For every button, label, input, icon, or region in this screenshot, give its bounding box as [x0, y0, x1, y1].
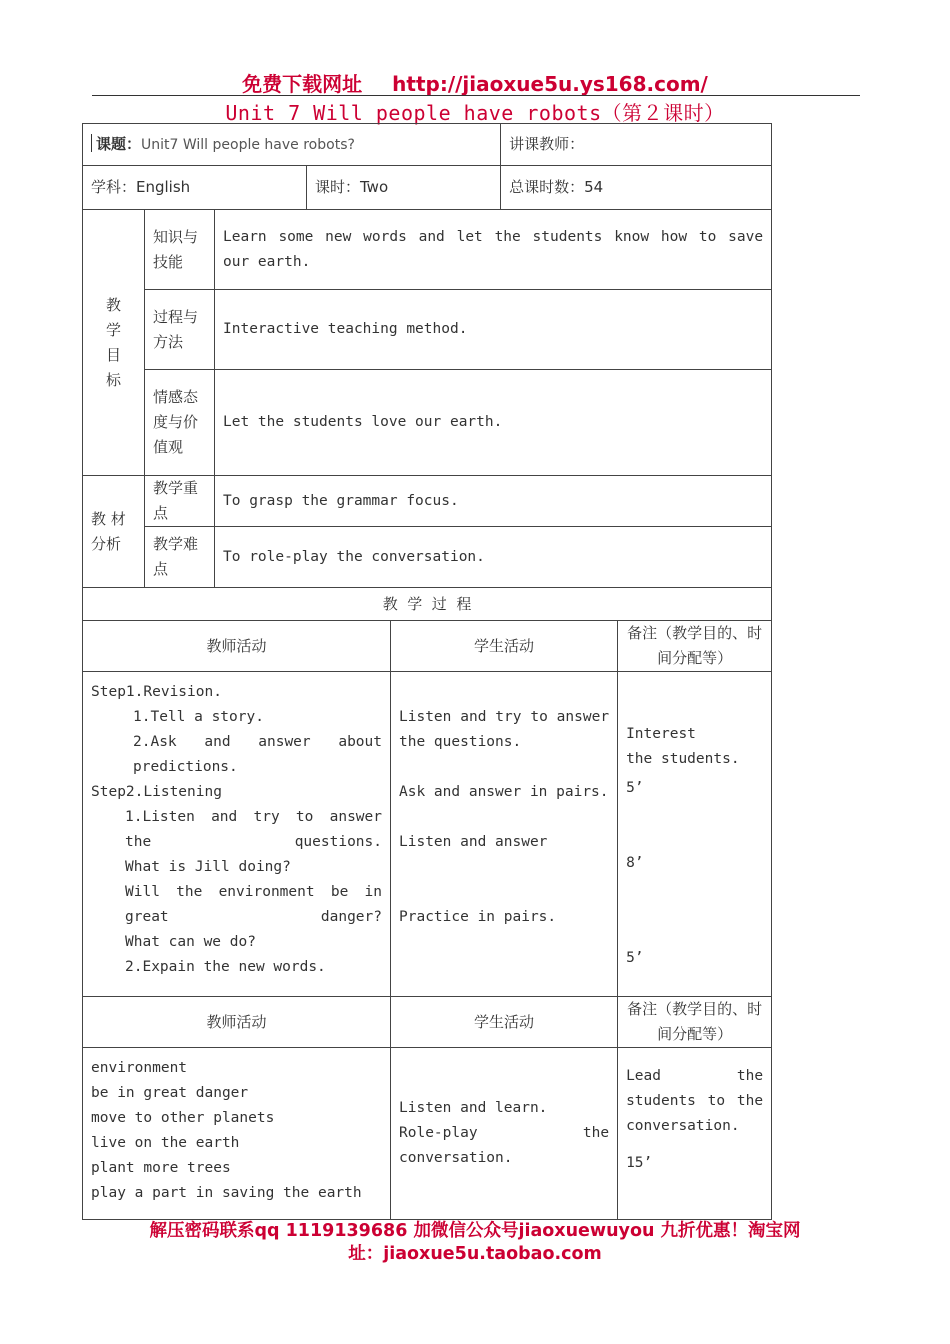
- notes-header: 备注（教学目的、时间分配等）: [618, 621, 772, 672]
- vocab-1: environment: [91, 1060, 188, 1076]
- notes-header-2: 备注（教学目的、时间分配等）: [618, 997, 772, 1048]
- teacher-cell: 讲课教师：: [501, 124, 772, 166]
- knowledge-label: 知识与技能: [145, 210, 215, 290]
- teacher-activity-header-2: 教师活动: [83, 997, 391, 1048]
- question-1: What is Jill doing?: [125, 859, 291, 875]
- period-cell: 课时：Two: [307, 166, 501, 210]
- notes-1: [618, 672, 772, 997]
- student-activity-header-2: 学生活动: [391, 997, 618, 1048]
- objective-row-knowledge: [83, 210, 772, 290]
- student-item-5: Listen and learn.: [399, 1100, 548, 1116]
- vocab-6: play a part in saving the earth: [91, 1185, 362, 1201]
- note-interest: Interest: [626, 726, 696, 742]
- column-header-row-2: [83, 997, 772, 1048]
- step2-title: Step2.Listening: [91, 784, 222, 800]
- step2-item-2: 2.Expain the new words.: [125, 959, 326, 975]
- student-activity-2: [391, 1048, 618, 1220]
- time-1: 5’: [626, 780, 644, 796]
- step1-title: Step1.Revision.: [91, 684, 222, 700]
- step1-item-1: 1.Tell a story.: [133, 709, 264, 725]
- student-item-3: Listen and answer: [399, 834, 548, 850]
- student-item-6: Role-play the conversation.: [399, 1125, 610, 1166]
- vocab-5: plant more trees: [91, 1160, 231, 1176]
- objective-row-attitude: [83, 370, 772, 476]
- attitude-label: 情感态度与价值观: [145, 370, 215, 476]
- text-cursor: [91, 134, 92, 152]
- footer-line-2[interactable]: 址：jiaoxue5u.taobao.com: [348, 1244, 602, 1264]
- knowledge-text: Learn some new words and let the students know how to save our earth.: [215, 210, 772, 290]
- course-cell: [83, 124, 501, 166]
- teacher-activity-1: [83, 672, 391, 997]
- student-item-2: Ask and answer in pairs.: [399, 784, 609, 800]
- header-divider: [92, 95, 860, 96]
- note-students: the students.: [626, 751, 740, 767]
- step2-item-1: 1.Listen and try to answer the questions.: [125, 809, 382, 850]
- objective-row-process: [83, 290, 772, 370]
- question-3: What can we do?: [125, 934, 256, 950]
- teacher-activity-header: 教师活动: [83, 621, 391, 672]
- student-item-1: Listen and try to answer the questions.: [399, 709, 610, 750]
- header-link[interactable]: [0, 68, 950, 97]
- analysis-row-focus: [83, 476, 772, 527]
- step1-item-2: 2.Ask and answer about predictions.: [133, 734, 382, 775]
- header-label: 免费下载网址: [242, 72, 363, 96]
- objectives-label: 教 学 目 标: [83, 210, 145, 476]
- footer-contact: [0, 1220, 950, 1266]
- student-item-4: Practice in pairs.: [399, 909, 557, 925]
- vocab-4: live on the earth: [91, 1135, 240, 1151]
- focus-text: To grasp the grammar focus.: [215, 476, 772, 527]
- column-header-row-1: [83, 621, 772, 672]
- activity-block-2: [83, 1048, 772, 1220]
- footer-line-1: 解压密码联系qq 1119139686 加微信公众号jiaoxuewuyou 九折优惠！淘宝网: [149, 1221, 801, 1241]
- activity-block-1: [83, 672, 772, 997]
- difficulty-text: To role-play the conversation.: [215, 527, 772, 588]
- attitude-text: Let the students love our earth.: [215, 370, 772, 476]
- process-heading: 教 学 过 程: [83, 588, 772, 621]
- process-method-text: Interactive teaching method.: [215, 290, 772, 370]
- process-heading-row: [83, 588, 772, 621]
- process-method-label: 过程与方法: [145, 290, 215, 370]
- notes-2: [618, 1048, 772, 1220]
- teacher-activity-2: [83, 1048, 391, 1220]
- focus-label: 教学重点: [145, 476, 215, 527]
- time-2: 8’: [626, 855, 644, 871]
- difficulty-label: 教学难点: [145, 527, 215, 588]
- analysis-label: 教 材分析: [83, 476, 145, 588]
- student-activity-header: 学生活动: [391, 621, 618, 672]
- vocab-2: be in great danger: [91, 1085, 249, 1101]
- total-periods-cell: 总课时数：54: [501, 166, 772, 210]
- question-2: Will the environment be in great danger?: [125, 884, 382, 925]
- course-value: Unit7 Will people have robots?: [141, 136, 355, 153]
- analysis-row-difficulty: [83, 527, 772, 588]
- time-3: 5’: [626, 950, 644, 966]
- note-lead: Lead the students to the conversation.: [626, 1068, 764, 1134]
- header-url[interactable]: http://jiaoxue5u.ys168.com/: [392, 72, 708, 96]
- info-row-course: [83, 124, 772, 166]
- time-4: 15’: [626, 1155, 653, 1171]
- student-activity-1: [391, 672, 618, 997]
- vocab-3: move to other planets: [91, 1110, 275, 1126]
- course-key: 课题：: [96, 134, 142, 153]
- info-row-subject: [83, 166, 772, 210]
- document-title: Unit 7 Will people have robots（第２课时）: [225, 101, 725, 125]
- lesson-plan-table: [82, 123, 772, 1220]
- subject-cell: 学科：English: [83, 166, 307, 210]
